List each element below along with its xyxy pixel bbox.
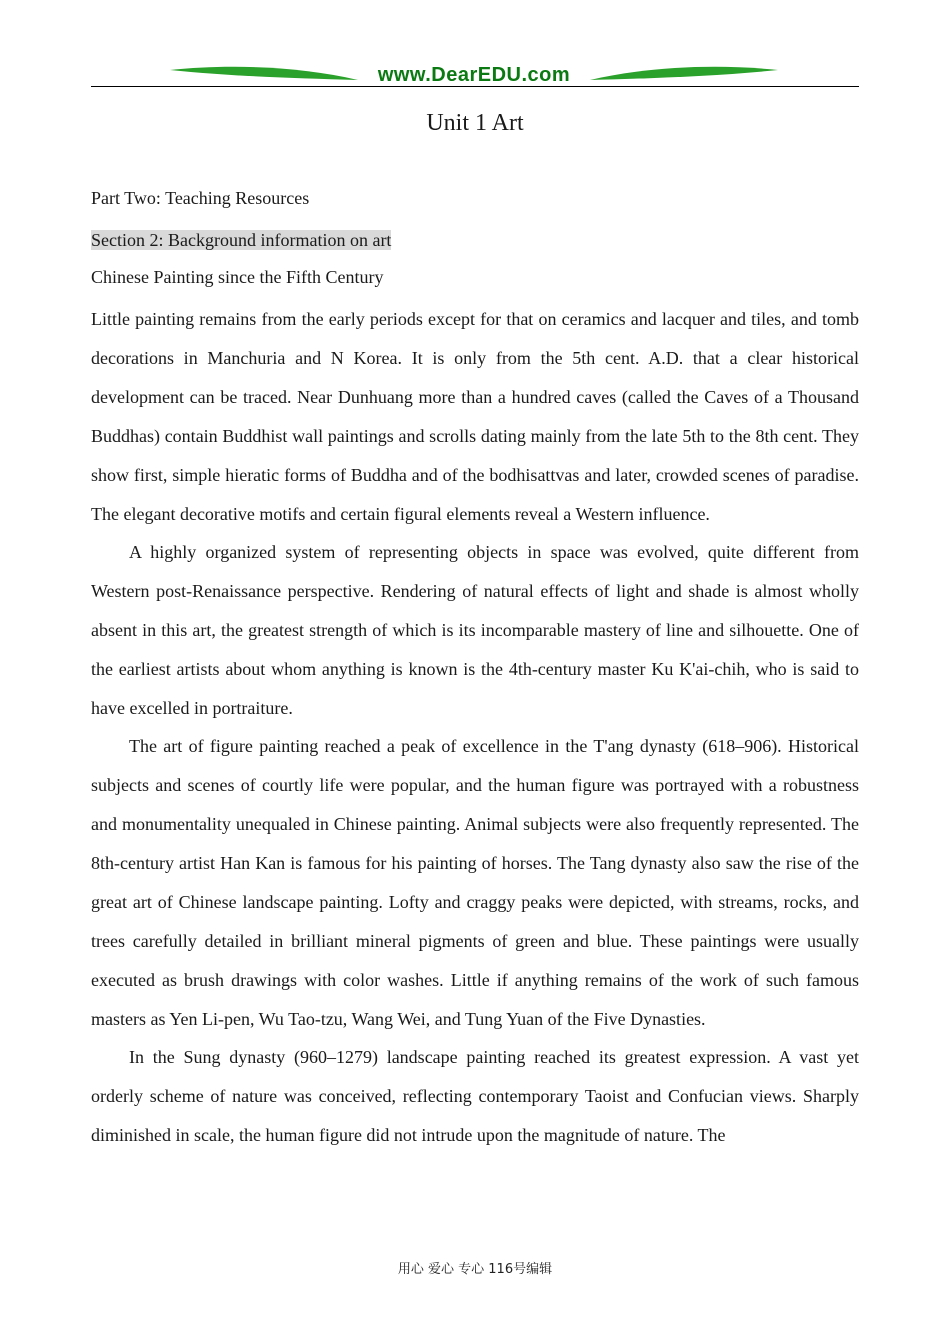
paragraph: The art of figure painting reached a peak of excellence in the T'ang dynasty (618–906). Historical subjects and scenes of courtly life were popular, and the human figure was portrayed with a robustness and monumentality unequaled in Chinese painting. Animal subjects were also frequently represented. The 8th-century artist Han Kan is famous for his painting of horses. The Tang dynasty also saw the rise of the great art of Chinese landscape painting. Lofty and craggy peaks were depicted, with streams, rocks, and trees carefully detailed in brilliant mineral pigments of green and blue. These paintings were usually executed as brush drawings with color washes. Little if anything remains of the work of such famous masters as Yen Li-pen, Wu Tao-tzu, Wang Wei, and Tung Yuan of the Five Dynasties. xyxy=(91,736,859,1029)
paragraph: In the Sung dynasty (960–1279) landscape painting reached its greatest expression. A vast yet orderly scheme of nature was conceived, reflecting contemporary Taoist and Confucian views. Sharply diminished in scale, the human figure did not intrude upon the magnitude of nature. The xyxy=(91,1047,859,1145)
header-divider xyxy=(91,86,859,87)
section-heading xyxy=(91,226,859,254)
page-title: Unit 1 Art xyxy=(426,110,524,136)
paragraph: A highly organized system of representing objects in space was evolved, quite different from Western post-Renaissance perspective. Rendering of natural effects of light and shade is almost wholly absent in this art, the greatest strength of which is its incomparable mastery of line and silhouette. One of the earliest artists about whom anything is known is the 4th-century master Ku K'ai-chih, who is said to have excelled in portraiture. xyxy=(91,542,859,718)
part-heading: Part Two: Teaching Resources xyxy=(91,188,310,208)
paragraph: Little painting remains from the early periods except for that on ceramics and lacquer and tiles, and tomb decorations in Manchuria and N Korea. It is only from the 5th cent. A.D. that a clear historical development can be traced. Near Dunhuang more than a hundred caves (called the Caves of a Thousand Buddhas) contain Buddhist wall paintings and scrolls dating mainly from the late 5th to the 8th cent. They show first, simple hieratic forms of Buddha and of the bodhisattvas and later, crowded scenes of paradise. The elegant decorative motifs and certain figural elements reveal a Western influence. xyxy=(91,309,859,524)
document-body xyxy=(91,184,859,1155)
subtitle: Chinese Painting since the Fifth Century xyxy=(91,267,384,287)
page-footer: 用心 爱心 专心 116号编辑 xyxy=(397,1262,553,1277)
logo-text: www.DearEDU.com xyxy=(377,64,571,86)
section-heading-text: Section 2: Background information on art xyxy=(91,230,392,250)
